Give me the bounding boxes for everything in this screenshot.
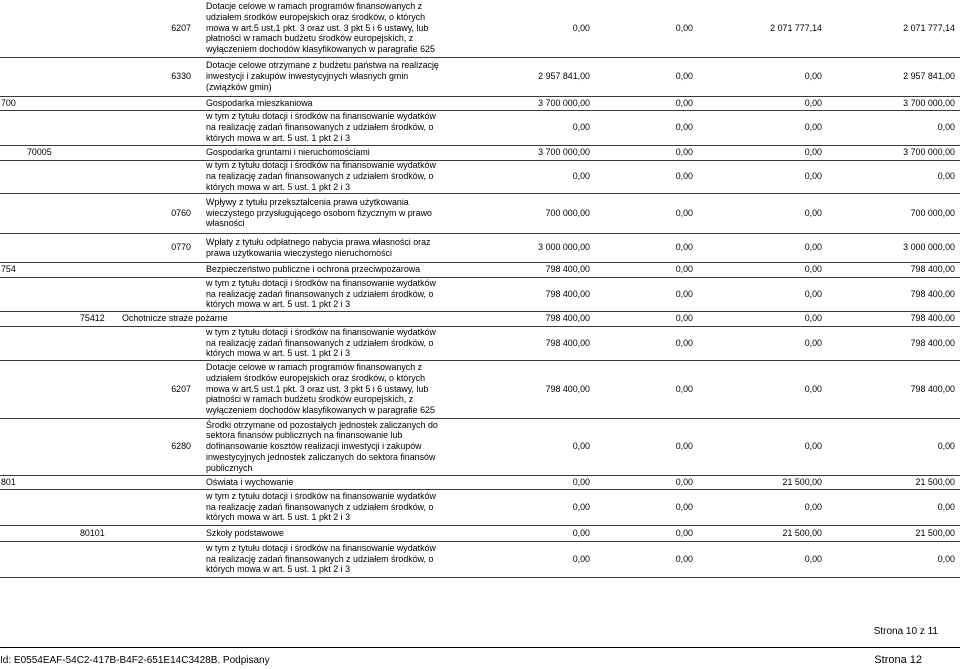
section-code: 754 xyxy=(1,264,16,275)
amount-col-3: 0,00 xyxy=(804,288,822,299)
description-line: na realizację zadań finansowanych z udziałem środków, o xyxy=(206,501,434,512)
row-description xyxy=(122,312,358,325)
amount-col-2: 0,00 xyxy=(675,207,693,218)
amount-col-3: 0,00 xyxy=(804,383,822,394)
row-description xyxy=(206,194,442,232)
amount-col-3: 0,00 xyxy=(804,313,822,324)
description-line: inwestycji i zakupów inwestycyjnych własnych gmin xyxy=(206,71,409,82)
description-line: udziałem środków europejskich oraz środków, o których xyxy=(206,372,426,383)
amount-col-3: 0,00 xyxy=(804,207,822,218)
amount-col-1: 0,00 xyxy=(572,122,590,133)
description-line: których mowa w art. 5 ust. 1 pkt 2 i 3 xyxy=(206,181,351,192)
amount-col-1: 3 700 000,00 xyxy=(538,97,590,108)
table-row xyxy=(0,161,960,194)
description-line: sektora finansów publicznych na finansowanie lub xyxy=(206,430,403,441)
amount-col-4: 0,00 xyxy=(937,122,955,133)
amount-col-1: 798 400,00 xyxy=(545,264,590,275)
row-description xyxy=(206,476,442,488)
table-row xyxy=(0,194,960,234)
page-counter: Strona 10 z 11 xyxy=(873,626,938,637)
description-line: Oświata i wychowanie xyxy=(206,476,294,487)
description-line: Środki otrzymane od pozostałych jednostek zaliczanych do xyxy=(206,419,438,430)
amount-col-2: 0,00 xyxy=(675,71,693,82)
amount-col-1: 0,00 xyxy=(572,22,590,33)
amount-col-4: 21 500,00 xyxy=(915,476,955,487)
amount-col-3: 0,00 xyxy=(804,264,822,275)
amount-col-2: 0,00 xyxy=(675,288,693,299)
amount-col-4: 798 400,00 xyxy=(910,313,955,324)
amount-col-2: 0,00 xyxy=(675,264,693,275)
amount-col-1: 3 000 000,00 xyxy=(538,242,590,253)
table-row xyxy=(0,111,960,146)
amount-col-2: 0,00 xyxy=(675,383,693,394)
amount-col-4: 0,00 xyxy=(937,501,955,512)
table-row xyxy=(0,476,960,490)
description-line: Szkoły podstawowe xyxy=(206,527,284,538)
description-line: Dotacje celowe otrzymane z budżetu państwa na realizację xyxy=(206,60,439,71)
amount-col-2: 0,00 xyxy=(675,171,693,182)
paragraph-code: 6280 xyxy=(171,441,191,452)
description-line: na realizację zadań finansowanych z udziałem środków, o xyxy=(206,553,434,564)
description-line: których mowa w art. 5 ust. 1 pkt 2 i 3 xyxy=(206,564,351,575)
description-line: wieczystego przysługującego osobom fizycznym w prawo xyxy=(206,207,432,218)
amount-col-4: 2 957 841,00 xyxy=(903,71,955,82)
chapter-code: 80101 xyxy=(80,527,105,538)
table-row xyxy=(0,0,960,58)
row-description xyxy=(206,0,442,56)
amount-col-4: 21 500,00 xyxy=(915,527,955,538)
table-row xyxy=(0,312,960,327)
row-description xyxy=(206,327,442,359)
amount-col-2: 0,00 xyxy=(675,441,693,452)
amount-col-3: 0,00 xyxy=(804,97,822,108)
description-line: Wpływy z tytułu przekształcenia prawa użytkowania xyxy=(206,196,409,207)
amount-col-4: 0,00 xyxy=(937,441,955,452)
amount-col-1: 0,00 xyxy=(572,527,590,538)
section-code: 700 xyxy=(1,97,16,108)
amount-col-2: 0,00 xyxy=(675,553,693,564)
description-line: własności xyxy=(206,218,245,229)
amount-col-2: 0,00 xyxy=(675,97,693,108)
row-description xyxy=(206,111,442,144)
row-description xyxy=(206,263,442,276)
description-line: na realizację zadań finansowanych z udziałem środków, o xyxy=(206,171,434,182)
amount-col-4: 700 000,00 xyxy=(910,207,955,218)
amount-col-2: 0,00 xyxy=(675,337,693,348)
amount-col-1: 0,00 xyxy=(572,501,590,512)
amount-col-2: 0,00 xyxy=(675,242,693,253)
section-code: 801 xyxy=(1,476,16,487)
description-line: Wpłaty z tytułu odpłatnego nabycia prawa własności oraz xyxy=(206,236,431,247)
description-line: mowa w art.5 ust.1 pkt. 3 oraz ust. 3 pkt 5 i 6 ustawy, lub xyxy=(206,22,429,33)
description-line: Bezpieczeństwo publiczne i ochrona przeciwpożarowa xyxy=(206,264,421,275)
amount-col-1: 3 700 000,00 xyxy=(538,147,590,158)
description-line: w tym z tytułu dotacji i środków na finansowanie wydatków xyxy=(206,160,436,171)
amount-col-3: 0,00 xyxy=(804,71,822,82)
row-description xyxy=(206,361,442,417)
amount-col-3: 21 500,00 xyxy=(782,527,822,538)
description-line: w tym z tytułu dotacji i środków na finansowanie wydatków xyxy=(206,490,436,501)
amount-col-2: 0,00 xyxy=(675,22,693,33)
amount-col-1: 2 957 841,00 xyxy=(538,71,590,82)
paragraph-code: 0760 xyxy=(171,207,191,218)
row-description xyxy=(206,490,442,524)
description-line: publicznych xyxy=(206,462,253,473)
amount-col-3: 0,00 xyxy=(804,171,822,182)
footer-divider xyxy=(0,647,960,648)
amount-col-1: 798 400,00 xyxy=(545,313,590,324)
description-line: płatności w ramach budżetu środków europejskich, z xyxy=(206,33,414,44)
amount-col-2: 0,00 xyxy=(675,147,693,158)
row-description xyxy=(206,542,442,576)
table-row xyxy=(0,97,960,111)
row-description xyxy=(206,419,442,474)
amount-col-4: 798 400,00 xyxy=(910,383,955,394)
amount-col-2: 0,00 xyxy=(675,313,693,324)
description-line: w tym z tytułu dotacji i środków na finansowanie wydatków xyxy=(206,277,436,288)
description-line: Ochotnicze straże pożarne xyxy=(122,313,228,324)
amount-col-3: 21 500,00 xyxy=(782,476,822,487)
amount-col-4: 3 700 000,00 xyxy=(903,147,955,158)
description-line: mowa w art.5 ust.1 pkt. 3 oraz ust. 3 pkt 5 i 6 ustawy, lub xyxy=(206,383,429,394)
paragraph-code: 6330 xyxy=(171,71,191,82)
description-line: na realizację zadań finansowanych z udziałem środków, o xyxy=(206,122,434,133)
amount-col-1: 798 400,00 xyxy=(545,288,590,299)
row-description xyxy=(206,58,442,95)
amount-col-4: 3 700 000,00 xyxy=(903,97,955,108)
signature-id: Id: E0554EAF-54C2-417B-B4F2-651E14C3428B. Podpisany xyxy=(0,655,270,666)
amount-col-4: 0,00 xyxy=(937,171,955,182)
table-row xyxy=(0,526,960,542)
chapter-code: 70005 xyxy=(27,147,52,158)
amount-col-3: 0,00 xyxy=(804,242,822,253)
paragraph-code: 6207 xyxy=(171,383,191,394)
table-row xyxy=(0,263,960,278)
row-description xyxy=(206,97,442,109)
description-line: na realizację zadań finansowanych z udziałem środków, o xyxy=(206,337,434,348)
amount-col-3: 0,00 xyxy=(804,147,822,158)
table-row xyxy=(0,146,960,161)
amount-col-4: 2 071 777,14 xyxy=(903,22,955,33)
table-row xyxy=(0,327,960,361)
amount-col-4: 798 400,00 xyxy=(910,264,955,275)
paragraph-code: 6207 xyxy=(171,22,191,33)
description-line: w tym z tytułu dotacji i środków na finansowanie wydatków xyxy=(206,326,436,337)
description-line: których mowa w art. 5 ust. 1 pkt 2 i 3 xyxy=(206,299,351,310)
amount-col-3: 0,00 xyxy=(804,122,822,133)
description-line: (związków gmin) xyxy=(206,81,272,92)
description-line: inwestycyjnych jednostek zaliczanych do sektora finansów xyxy=(206,451,436,462)
amount-col-1: 798 400,00 xyxy=(545,337,590,348)
description-line: wyłączeniem dochodów klasyfikowanych w paragrafie 625 xyxy=(206,44,435,55)
row-description xyxy=(206,234,442,261)
description-line: których mowa w art. 5 ust. 1 pkt 2 i 3 xyxy=(206,132,351,143)
amount-col-4: 798 400,00 xyxy=(910,337,955,348)
description-line: na realizację zadań finansowanych z udziałem środków, o xyxy=(206,288,434,299)
table-row xyxy=(0,542,960,578)
amount-col-1: 0,00 xyxy=(572,476,590,487)
amount-col-3: 0,00 xyxy=(804,501,822,512)
row-description xyxy=(206,161,442,192)
table-row xyxy=(0,361,960,419)
amount-col-1: 0,00 xyxy=(572,441,590,452)
description-line: dofinansowanie kosztów realizacji inwestycji i zakupów xyxy=(206,441,422,452)
row-description xyxy=(206,526,442,540)
description-line: prawa użytkowania wieczystego nieruchomości xyxy=(206,247,392,258)
amount-col-3: 0,00 xyxy=(804,441,822,452)
amount-col-2: 0,00 xyxy=(675,501,693,512)
description-line: Gospodarka gruntami i nieruchomościami xyxy=(206,147,370,158)
amount-col-1: 0,00 xyxy=(572,171,590,182)
amount-col-1: 0,00 xyxy=(572,553,590,564)
amount-col-1: 798 400,00 xyxy=(545,383,590,394)
table-row xyxy=(0,278,960,312)
amount-col-3: 2 071 777,14 xyxy=(770,22,822,33)
description-line: Gospodarka mieszkaniowa xyxy=(206,97,313,108)
amount-col-2: 0,00 xyxy=(675,122,693,133)
description-line: płatności w ramach budżetu środków europejskich, z xyxy=(206,394,414,405)
amount-col-4: 798 400,00 xyxy=(910,288,955,299)
table-row xyxy=(0,234,960,263)
amount-col-2: 0,00 xyxy=(675,476,693,487)
amount-col-2: 0,00 xyxy=(675,527,693,538)
table-row xyxy=(0,490,960,526)
description-line: w tym z tytułu dotacji i środków na finansowanie wydatków xyxy=(206,111,436,122)
row-description xyxy=(206,278,442,310)
description-line: których mowa w art. 5 ust. 1 pkt 2 i 3 xyxy=(206,512,351,523)
description-line: udziałem środków europejskich oraz środków, o których xyxy=(206,11,426,22)
amount-col-3: 0,00 xyxy=(804,553,822,564)
table-row xyxy=(0,58,960,97)
amount-col-4: 3 000 000,00 xyxy=(903,242,955,253)
amount-col-4: 0,00 xyxy=(937,553,955,564)
description-line: Dotacje celowe w ramach programów finansowanych z xyxy=(206,362,423,372)
description-line: Dotacje celowe w ramach programów finansowanych z xyxy=(206,1,423,11)
paragraph-code: 0770 xyxy=(171,242,191,253)
amount-col-1: 700 000,00 xyxy=(545,207,590,218)
description-line: w tym z tytułu dotacji i środków na finansowanie wydatków xyxy=(206,542,436,553)
row-description xyxy=(206,146,442,159)
description-line: wyłączeniem dochodów klasyfikowanych w paragrafie 625 xyxy=(206,405,435,416)
description-line: których mowa w art. 5 ust. 1 pkt 2 i 3 xyxy=(206,348,351,359)
page-label: Strona 12 xyxy=(874,654,922,666)
table-row xyxy=(0,419,960,476)
chapter-code: 75412 xyxy=(80,313,105,324)
amount-col-3: 0,00 xyxy=(804,337,822,348)
